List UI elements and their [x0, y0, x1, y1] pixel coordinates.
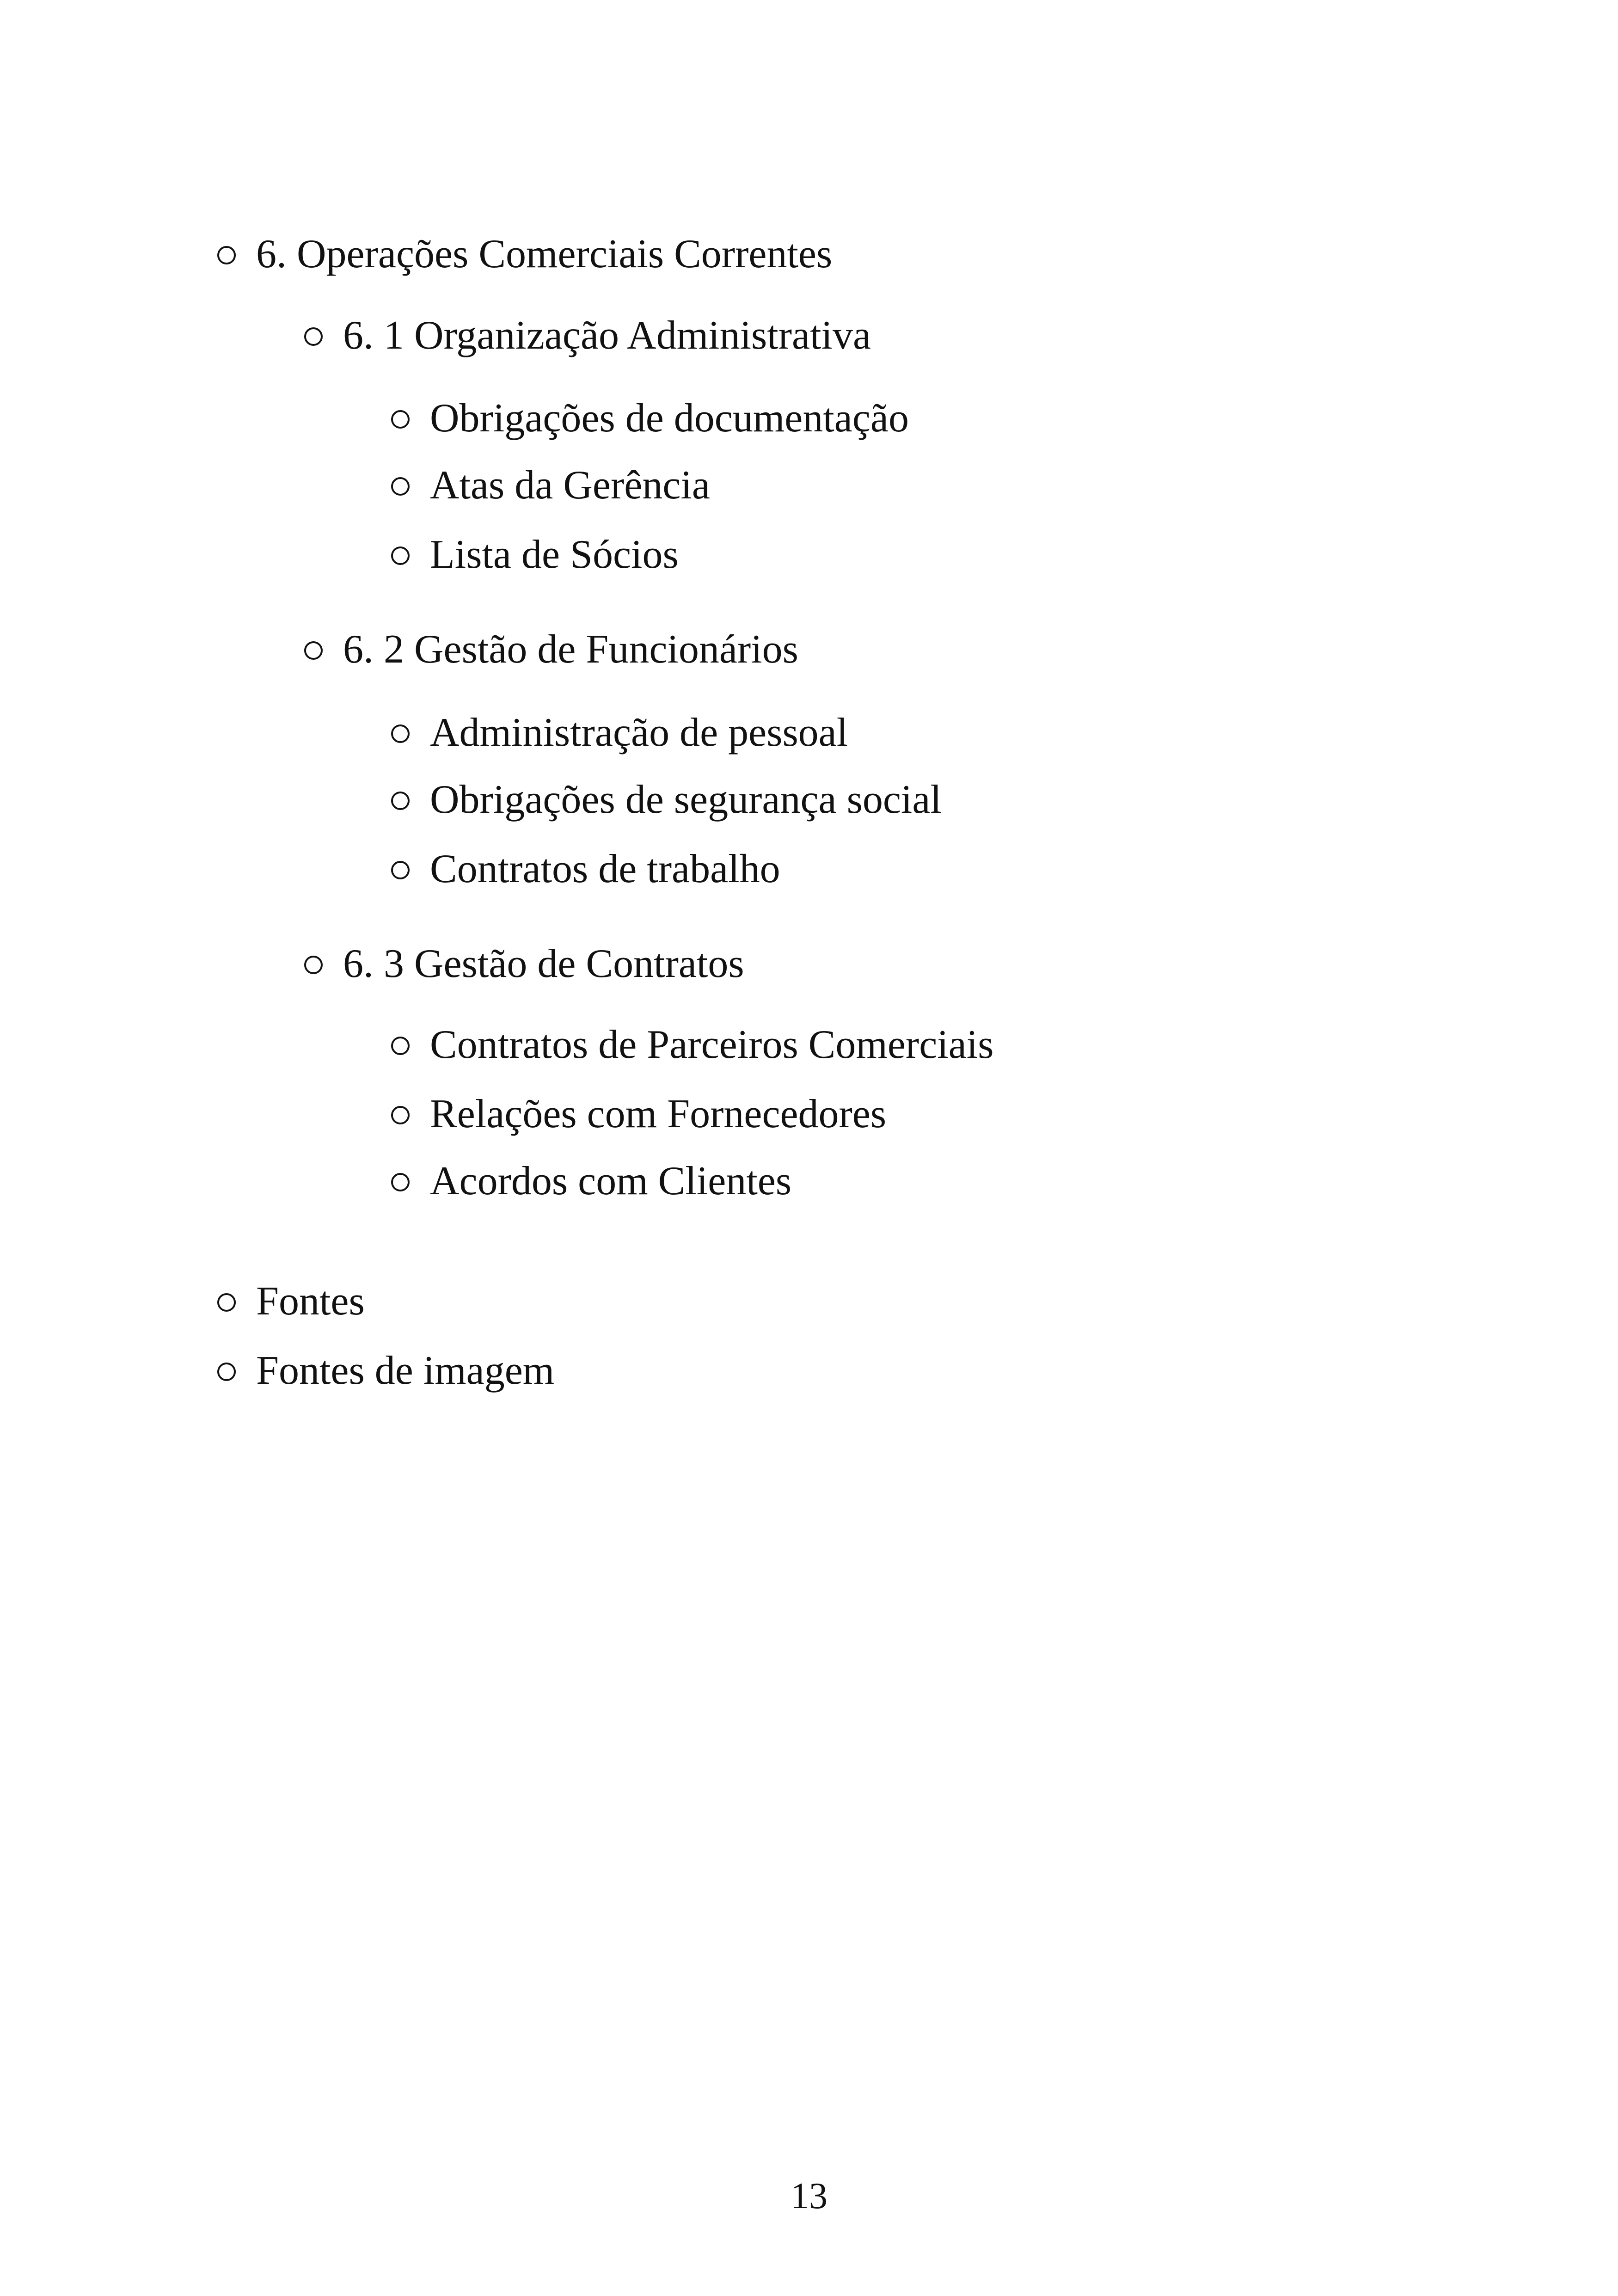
circle-bullet-icon: [217, 1293, 236, 1312]
outline-item-fontes-de-imagem: [217, 1348, 554, 1394]
list-item-label: Contratos de Parceiros Comerciais: [430, 1022, 994, 1067]
list-item-label: Acordos com Clientes: [430, 1159, 792, 1203]
list-item: [391, 1158, 791, 1204]
list-item-label: Lista de Sócios: [430, 532, 679, 577]
page-number: 13: [791, 2176, 827, 2216]
list-item: [391, 462, 710, 509]
outline-item-label: 6. 3 Gestão de Contratos: [343, 941, 744, 986]
outline-item-label: Fontes de imagem: [256, 1348, 555, 1393]
outline-item-label: Fontes: [256, 1279, 365, 1324]
circle-bullet-icon: [391, 1173, 410, 1191]
circle-bullet-icon: [391, 861, 410, 879]
circle-bullet-icon: [391, 477, 410, 496]
circle-bullet-icon: [391, 1106, 410, 1124]
outline-item-6-1: [304, 313, 871, 359]
list-item: [391, 1022, 993, 1068]
outline-item-section-6: [217, 231, 832, 277]
list-item: [391, 777, 942, 823]
outline-item-label: 6. 1 Organização Administrativa: [343, 313, 871, 358]
list-item-label: Relações com Fornecedores: [430, 1092, 887, 1136]
list-item-label: Contratos de trabalho: [430, 847, 780, 891]
list-item: [391, 1091, 886, 1137]
outline-item-fontes: [217, 1278, 365, 1325]
outline-item-label: 6. 2 Gestão de Funcionários: [343, 627, 798, 672]
circle-bullet-icon: [391, 546, 410, 565]
list-item: [391, 710, 848, 756]
circle-bullet-icon: [391, 724, 410, 743]
circle-bullet-icon: [391, 1037, 410, 1055]
list-item-label: Administração de pessoal: [430, 710, 848, 755]
circle-bullet-icon: [391, 410, 410, 429]
list-item: [391, 532, 679, 578]
list-item-label: Obrigações de documentação: [430, 396, 909, 441]
outline-item-6-3: [304, 941, 744, 987]
circle-bullet-icon: [304, 641, 323, 660]
circle-bullet-icon: [391, 792, 410, 810]
list-item-label: Atas da Gerência: [430, 463, 710, 508]
circle-bullet-icon: [217, 1363, 236, 1381]
list-item: [391, 846, 780, 892]
outline-item-label: 6. Operações Comerciais Correntes: [256, 232, 833, 276]
circle-bullet-icon: [304, 327, 323, 346]
circle-bullet-icon: [217, 246, 236, 264]
outline-item-6-2: [304, 626, 798, 673]
list-item-label: Obrigações de segurança social: [430, 777, 942, 822]
list-item: [391, 395, 909, 442]
circle-bullet-icon: [304, 956, 323, 974]
